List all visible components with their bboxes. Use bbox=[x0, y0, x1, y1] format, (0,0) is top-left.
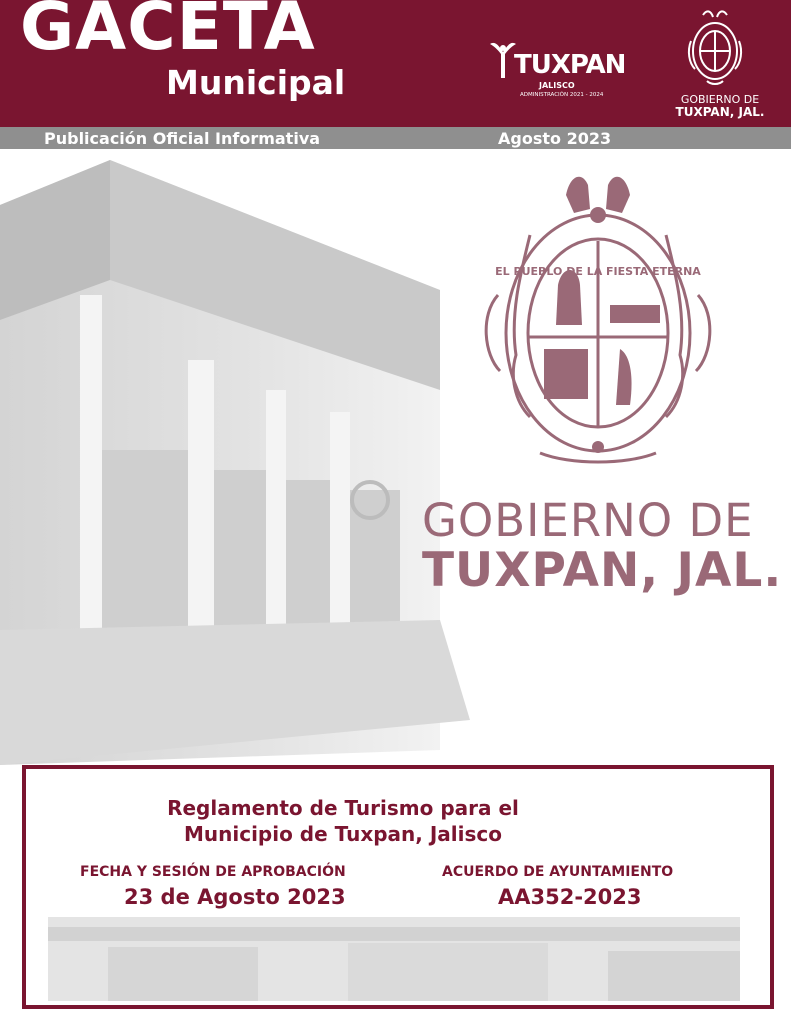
gazette-title: GACETA bbox=[20, 0, 316, 65]
government-small-line1: GOBIERNO DE bbox=[680, 93, 760, 106]
government-label-small bbox=[660, 94, 780, 118]
government-line1: GOBIERNO DE bbox=[422, 494, 754, 547]
government-small-line2: TUXPAN, JAL. bbox=[675, 105, 765, 119]
logo-administration: ADMINISTRACIÓN 2021 - 2024 bbox=[520, 92, 604, 98]
government-line2: TUXPAN, JAL. bbox=[422, 543, 783, 598]
approval-date-label: FECHA Y SESIÓN DE APROBACIÓN bbox=[80, 864, 346, 880]
agreement-label: ACUERDO DE AYUNTAMIENTO bbox=[442, 864, 674, 880]
coat-of-arms-icon bbox=[470, 165, 726, 475]
document-info-panel bbox=[48, 785, 740, 917]
publication-date: Agosto 2023 bbox=[498, 129, 612, 148]
building-base-image bbox=[48, 917, 740, 1001]
document-title-line1: Reglamento de Turismo para el bbox=[167, 796, 519, 820]
logo-state: JALISCO bbox=[539, 81, 575, 90]
tuxpan-logo bbox=[484, 32, 624, 102]
gazette-subtitle: Municipal bbox=[166, 63, 346, 102]
logo-word: TUXPAN bbox=[514, 50, 626, 80]
agreement-value: AA352-2023 bbox=[498, 885, 642, 909]
gazette-header bbox=[0, 0, 791, 127]
coat-of-arms-small-icon bbox=[683, 5, 747, 91]
document-title-line2: Municipio de Tuxpan, Jalisco bbox=[183, 822, 502, 846]
publication-type: Publicación Oficial Informativa bbox=[44, 129, 321, 148]
seal-motto: EL PUEBLO DE LA FIESTA ETERNA bbox=[495, 265, 701, 278]
publication-bar bbox=[0, 127, 791, 149]
approval-date-value: 23 de Agosto 2023 bbox=[124, 885, 346, 909]
document-title bbox=[48, 795, 638, 847]
government-label bbox=[422, 494, 783, 598]
